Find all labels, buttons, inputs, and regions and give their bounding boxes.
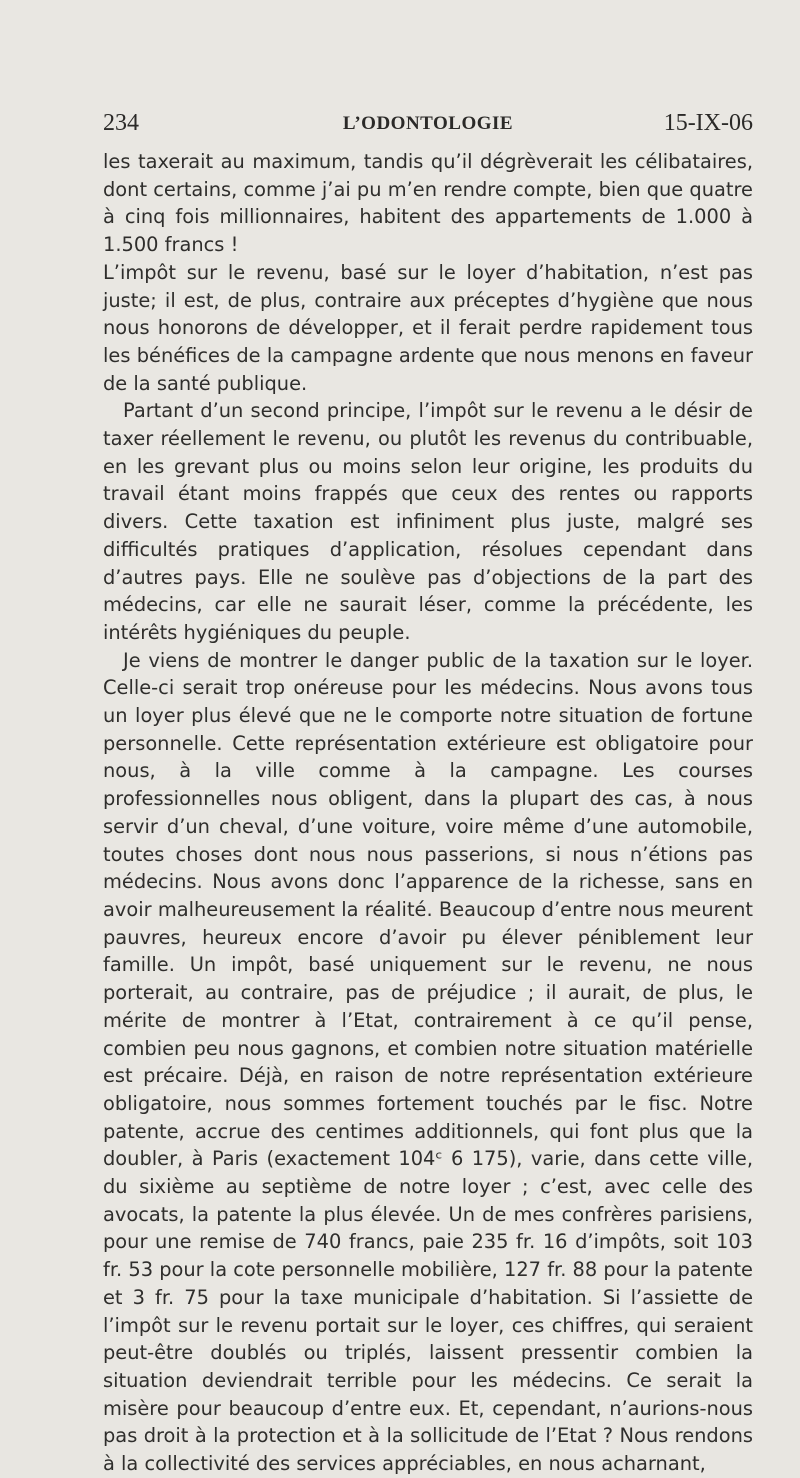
page-number: 234 [103,110,139,136]
running-title: L’ODONTOLOGIE [342,113,514,134]
paragraph-danger-loyer: Je viens de montrer le danger public de la taxation sur le loyer. Celle-ci serait trop onéreuse pour les médecins. Nous avons tous un loyer plus élevé que ne le comporte notre situation de fortune personnelle. Cette représentation extérieure est obligatoire pour nous, à la ville comme à la campagne. Les courses professionnelles nous obligent, dans la plupart des cas, à nous servir d’un cheval, d’une voiture, voire même d’une automobile, toutes choses dont nous nous passerions, si nous n’étions pas médecins. Nous avons donc l’apparence de la richesse, sans en avoir malheureusement la réalité. Beaucoup d’entre nous meurent pauvres, heureux encore d’avoir pu élever péniblement leur famille. Un impôt, basé uniquement sur le revenu, ne nous porterait, au contraire, pas de préjudice ; il aurait, de plus, le mérite de montrer à l’Etat, contrairement à ce qu’il pense, combien peu nous gagnons, et combien notre situation matérielle est précaire. Déjà, en raison de notre représentation extérieure obligatoire, nous sommes fortement touchés par le fisc. Notre patente, accrue des centimes additionnels, qui font plus que la doubler, à Paris (exactement 104ᶜ 6 175), varie, dans cette ville, du sixième au septième de notre loyer ; c’est, avec celle des avocats, la patente la plus élevée. Un de mes confrères parisiens, pour une remise de 740 francs, paie 235 fr. 16 d’impôts, soit 103 fr. 53 pour la cote personnelle mobilière, 127 fr. 88 pour la patente et 3 fr. 75 pour la taxe municipale d’habitation. Si l’assiette de l’impôt sur le revenu portait sur le loyer, ces chiffres, qui seraient peut-être doublés ou triplés, laissent pressentir combien la situation deviendrait terrible pour les médecins. Ce serait la misère pour beaucoup d’entre eux. Et, cependant, n’aurions-nous pas droit à la protection et à la sollicitude de l’Etat ? Nous rendons à la collectivité des services appréciables, en nous acharnant, [103,648,753,1476]
body-text [103,148,753,1478]
paragraph-continuation: les taxerait au maximum, tandis qu’il dégrèverait les célibataires, dont certains, comme j’ai pu m’en rendre compte, bien que quatre à cinq fois millionnaires, habitent des appartements de 1.000 à 1.500 francs ! [103,150,753,257]
page-header [103,110,753,142]
paragraph-second-principle: Partant d’un second principe, l’impôt sur le revenu a le désir de taxer réellement le revenu, ou plutôt les revenus du contribuable, en les grevant plus ou moins selon leur origine, les produits du travail étant moins frappés que ceux des rentes ou rapports divers. Cette taxation est infiniment plus juste, malgré ses difficultés pratiques d’application, résolues cependant dans d’autres pays. Elle ne soulève pas d’objections de la part des médecins, car elle ne saurait léser, comme la précédente, les intérêts hygiéniques du peuple. [103,399,753,644]
issue-date: 15-IX-06 [663,110,753,136]
paragraph-loyer-tax: L’impôt sur le revenu, basé sur le loyer d’habitation, n’est pas juste; il est, de plus, contraire aux préceptes d’hygiène que nous nous honorons de développer, et il ferait perdre rapidement tous les bénéfices de la campagne ardente que nous menons en faveur de la santé publique. [103,260,753,395]
